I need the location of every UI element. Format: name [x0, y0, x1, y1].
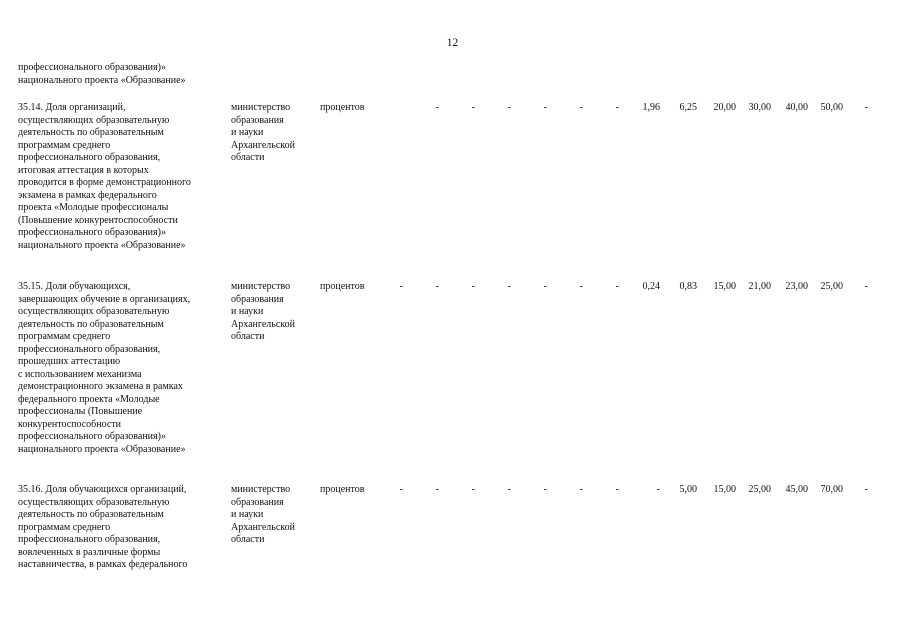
value-cell: - — [471, 281, 475, 292]
description-line: 35.15. Доля обучающихся, — [18, 281, 131, 292]
ministry-line: области — [231, 152, 265, 163]
value-cell: 5,00 — [679, 484, 697, 495]
value-cell: 21,00 — [748, 281, 771, 292]
value-cell: - — [579, 484, 583, 495]
value-cell: - — [435, 281, 439, 292]
value-cell: - — [435, 102, 439, 113]
value-cell: 45,00 — [785, 484, 808, 495]
ministry-line: Архангельской — [231, 139, 295, 151]
value-cell: 6,25 — [679, 102, 697, 113]
description-line: осуществляющих образовательную — [18, 114, 170, 126]
description-line: (Повышение конкурентоспособности — [18, 214, 178, 226]
value-cell: - — [507, 281, 511, 292]
value-cell: - — [615, 281, 619, 292]
value-cell: 20,00 — [713, 102, 736, 113]
description-line: прошедших аттестацию — [18, 356, 121, 367]
ministry-line: образования — [231, 496, 284, 508]
continuation-text — [18, 62, 228, 87]
description-line: 35.16. Доля обучающихся организаций, — [18, 484, 187, 495]
description-line: с использованием механизма — [18, 368, 142, 380]
description-line: осуществляющих образовательную — [18, 306, 170, 317]
value-cell: - — [864, 281, 868, 292]
unit-of-measure: процентов — [320, 484, 365, 495]
value-cell: 1,96 — [642, 102, 660, 113]
continuation-line: профессионального образования)» — [18, 62, 166, 73]
value-cell: 15,00 — [713, 281, 736, 292]
description-line: национального проекта «Образование» — [18, 239, 186, 251]
ministry-line: Архангельской — [231, 318, 295, 330]
ministry-line: Архангельской — [231, 521, 295, 533]
ministry-line: образования — [231, 114, 284, 126]
responsible-ministry — [231, 281, 313, 344]
description-line: завершающих обучение в организациях, — [18, 293, 191, 305]
value-cell: - — [471, 484, 475, 495]
responsible-ministry — [231, 484, 313, 547]
description-line: наставничества, в рамках федерального — [18, 559, 188, 570]
value-cell: - — [579, 102, 583, 113]
value-cell: - — [543, 281, 547, 292]
ministry-line: и науки — [231, 509, 264, 520]
value-cell: - — [435, 484, 439, 495]
value-cell: - — [543, 102, 547, 113]
description-line: профессионального образования, — [18, 343, 161, 355]
value-cell: - — [507, 484, 511, 495]
value-cell: - — [507, 102, 511, 113]
value-cell: 23,00 — [785, 281, 808, 292]
value-cell: 25,00 — [820, 281, 843, 292]
value-cell: - — [471, 102, 475, 113]
value-cell: - — [543, 484, 547, 495]
description-line: экзамена в рамках федерального — [18, 189, 157, 201]
ministry-line: области — [231, 534, 265, 545]
indicator-description — [18, 102, 230, 252]
description-line: итоговая аттестация в которых — [18, 164, 149, 176]
value-cell: - — [656, 484, 660, 495]
description-line: конкурентоспособности — [18, 418, 122, 430]
description-line: деятельность по образовательным — [18, 127, 164, 138]
description-line: профессионального образования, — [18, 152, 161, 163]
description-line: профессионалы (Повышение — [18, 406, 143, 417]
value-cell: - — [615, 484, 619, 495]
value-cell: 30,00 — [748, 102, 771, 113]
continuation-line: национального проекта «Образование» — [18, 74, 186, 86]
ministry-line: области — [231, 331, 265, 342]
description-line: профессионального образования, — [18, 534, 161, 545]
ministry-line: и науки — [231, 127, 264, 138]
unit-of-measure: процентов — [320, 102, 365, 113]
description-line: проекта «Молодые профессионалы — [18, 202, 169, 213]
value-cell: - — [579, 281, 583, 292]
ministry-line: министерство — [231, 484, 291, 495]
unit-of-measure: процентов — [320, 281, 365, 292]
description-line: демонстрационного экзамена в рамках — [18, 381, 183, 392]
description-line: федерального проекта «Молодые — [18, 393, 160, 405]
description-line: 35.14. Доля организаций, — [18, 102, 126, 113]
description-line: вовлеченных в различные формы — [18, 546, 161, 558]
description-line: профессионального образования)» — [18, 431, 166, 442]
value-cell: 50,00 — [820, 102, 843, 113]
description-line: программам среднего — [18, 331, 111, 342]
description-line: профессионального образования)» — [18, 227, 166, 238]
description-line: программам среднего — [18, 521, 111, 533]
value-cell: 25,00 — [748, 484, 771, 495]
description-line: осуществляющих образовательную — [18, 496, 170, 508]
responsible-ministry — [231, 102, 313, 165]
value-cell: - — [864, 484, 868, 495]
ministry-line: и науки — [231, 306, 264, 317]
ministry-line: министерство — [231, 102, 291, 113]
value-cell: - — [864, 102, 868, 113]
value-cell: - — [615, 102, 619, 113]
value-cell: 0,83 — [679, 281, 697, 292]
page-number: 12 — [446, 37, 459, 49]
ministry-line: министерство — [231, 281, 291, 292]
value-cell: 70,00 — [820, 484, 843, 495]
description-line: программам среднего — [18, 139, 111, 151]
description-line: деятельность по образовательным — [18, 509, 164, 520]
value-cell: - — [399, 484, 403, 495]
indicator-description — [18, 281, 230, 456]
value-cell: 0,24 — [642, 281, 660, 292]
description-line: проводится в форме демонстрационного — [18, 177, 191, 188]
ministry-line: образования — [231, 293, 284, 305]
description-line: национального проекта «Образование» — [18, 443, 186, 455]
value-cell: 15,00 — [713, 484, 736, 495]
value-cell: - — [399, 281, 403, 292]
value-cell: 40,00 — [785, 102, 808, 113]
description-line: деятельность по образовательным — [18, 318, 164, 330]
indicator-description — [18, 484, 230, 572]
